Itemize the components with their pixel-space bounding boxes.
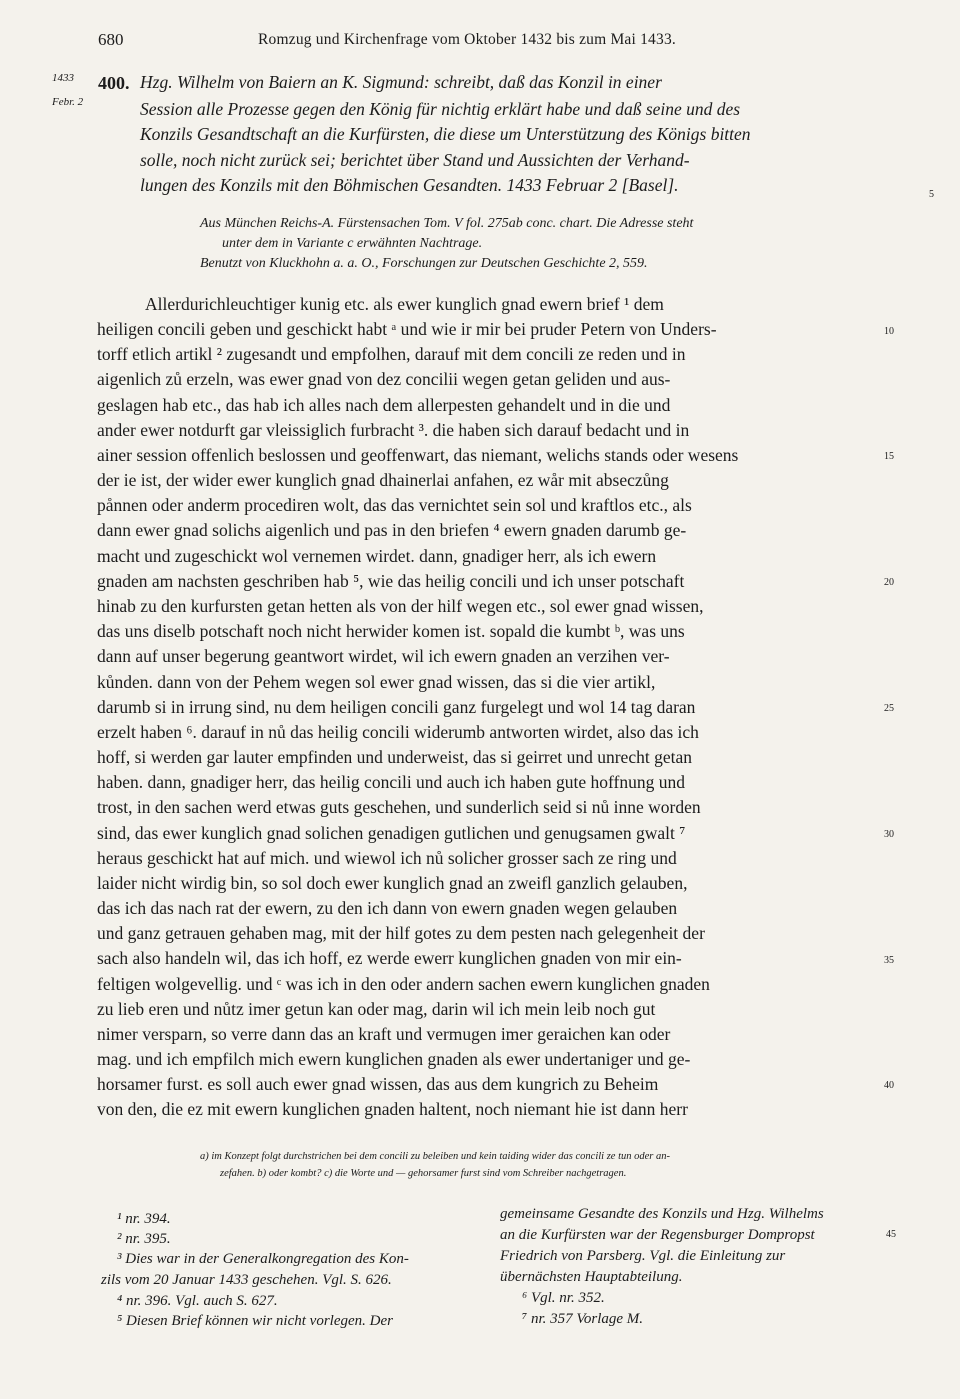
line-number: 45: [886, 1229, 896, 1240]
body-line: trost, in den sachen werd etwas guts geschehen, und sunderlich seid si nů inne worden: [97, 797, 701, 817]
footnote: an die Kurfürsten war der Regensburger Dompropst: [500, 1227, 815, 1243]
summary-line: Konzils Gesandtschaft an die Kurfürsten, die diese um Unterstützung des Königs bitten: [140, 124, 751, 144]
footnote: ¹ nr. 394.: [117, 1211, 171, 1227]
body-line: der ie ist, der wider ewer kunglich gnad dhainerlai anfahen, ez wår mit abseczůng: [97, 470, 669, 490]
line-number: 40: [884, 1080, 894, 1091]
summary-line: Hzg. Wilhelm von Baiern an K. Sigmund: schreibt, daß das Konzil in einer: [140, 72, 662, 92]
page-number: 680: [98, 30, 124, 49]
footnote: ⁴ nr. 396. Vgl. auch S. 627.: [117, 1293, 278, 1309]
body-line: dann ewer gnad solichs aigenlich und pas in den briefen ⁴ ewern gnaden darumb ge-: [97, 520, 687, 540]
body-line: erzelt haben ⁶. darauf in nů das heilig concili widerumb antworten wirdet, also das ich: [97, 722, 699, 742]
margin-date-year: 1433: [52, 72, 74, 84]
footnote: Friedrich von Parsberg. Vgl. die Einleitung zur: [500, 1248, 786, 1264]
body-line: und ganz getrauen gehaben mag, mit der hilf gotes zu dem pesten nach gelegenheit der: [97, 923, 705, 943]
body-line: haben. dann, gnadiger herr, das heilig concili und auch ich haben gute hoffnung und: [97, 772, 685, 792]
document-number: 400.: [98, 73, 130, 93]
line-number: 10: [884, 326, 894, 337]
body-line: mag. und ich empfilch mich ewern kunglichen gnaden als ewer undertaniger und ge-: [97, 1049, 691, 1069]
footnote: ² nr. 395.: [117, 1231, 171, 1247]
margin-date-day: Febr. 2: [52, 96, 84, 108]
variant-note: a) im Konzept folgt durchstrichen bei dem concili zu beleiben und kein taiding wider das concili ze tun oder an-: [200, 1151, 670, 1162]
line-number: 15: [884, 451, 894, 462]
source-line: unter dem in Variante c erwähnten Nachtrage.: [222, 236, 483, 251]
body-line: gnaden am nachsten geschriben hab ⁵, wie das heilig concili und ich unser potschaft: [97, 571, 685, 591]
body-line: zu lieb eren und nůtz imer getun kan oder mag, darin wil ich mein leib noch gut: [97, 999, 656, 1019]
footnote: zils vom 20 Januar 1433 geschehen. Vgl. S. 626.: [101, 1272, 392, 1288]
body-line: aigenlich zů erzeln, was ewer gnad von dez concilii wegen getan geliden und aus-: [97, 369, 671, 389]
summary-line: Session alle Prozesse gegen den König für nichtig erklärt habe und daß seine und des: [140, 99, 741, 119]
body-line: heiligen concili geben und geschickt habt ᵃ und wie ir mir bei pruder Petern von Unders-: [97, 319, 717, 339]
line-number: 5: [929, 189, 934, 200]
body-line: das ich das nach rat der ewern, zu den ich dann von ewern gnaden wegen gelauben: [97, 898, 678, 918]
body-line: macht und zugeschickt wol vernemen wirdet. dann, gnadiger herr, als ich ewern: [97, 546, 657, 566]
body-line: Allerdurichleuchtiger kunig etc. als ewer kunglich gnad ewern brief ¹ dem: [145, 294, 664, 314]
body-line: ainer session offenlich beslossen und geoffenwart, das niemant, welichs stands oder wesens: [97, 445, 739, 465]
footnote: übernächsten Hauptabteilung.: [500, 1269, 683, 1285]
footnote: gemeinsame Gesandte des Konzils und Hzg. Wilhelms: [500, 1206, 824, 1222]
body-line: torff etlich artikl ² zugesandt und empfolhen, darauf mit dem concili ze reden und in: [97, 344, 686, 364]
body-line: sind, das ewer kunglich gnad solichen genadigen gutlichen und genugsamen gwalt ⁷: [97, 823, 686, 843]
body-line: von den, die ez mit ewern kunglichen gnaden haltent, noch niemant hie ist dann herr: [97, 1099, 688, 1119]
summary-line: solle, noch nicht zurück sei; berichtet über Stand und Aussichten der Verhand-: [140, 150, 690, 170]
variant-note: zefahen. b) oder kombt? c) die Worte und — gehorsamer furst sind vom Schreiber nachgetragen.: [220, 1168, 627, 1179]
body-line: hoff, si werden gar lauter empfinden und underweist, das si geirret und unrecht getan: [97, 747, 692, 767]
body-line: kůnden. dann von der Pehem wegen sol ewer gnad wissen, das si die vier artikl,: [97, 672, 656, 692]
body-line: heraus geschickt hat auf mich. und wiewol ich nů solicher grosser sach ze ring und: [97, 848, 677, 868]
line-number: 30: [884, 829, 894, 840]
body-line: das uns diselb potschaft noch nicht herwider komen ist. sopald die kumbt ᵇ, was uns: [97, 621, 685, 641]
body-line: ander ewer notdurft gar vleissiglich furbracht ³. die haben sich darauf bedacht und in: [97, 420, 690, 440]
body-line: darumb si in irrung sind, nu dem heiligen concili ganz furgelegt und wol 14 tag daran: [97, 697, 696, 717]
source-line: Benutzt von Kluckhohn a. a. O., Forschungen zur Deutschen Geschichte 2, 559.: [200, 256, 648, 271]
body-line: nimer versparn, so verre dann das an kraft und vermugen imer geraichen kan oder: [97, 1024, 671, 1044]
footnote: ⁶ Vgl. nr. 352.: [522, 1290, 605, 1306]
source-line: Aus München Reichs-A. Fürstensachen Tom. V fol. 275ab conc. chart. Die Adresse steht: [200, 216, 694, 231]
body-line: sach also handeln wil, das ich hoff, ez werde ewerr kunglichen gnaden von mir ein-: [97, 948, 682, 968]
line-number: 25: [884, 703, 894, 714]
body-line: dann auf unser begerung geantwort wirdet, wil ich ewern gnaden an verzihen ver-: [97, 646, 670, 666]
body-line: laider nicht wirdig bin, so sol doch ewer kunglich gnad an zweifl ganzlich gelauben,: [97, 873, 688, 893]
body-line: geslagen hab etc., das hab ich alles nach dem allerpesten gehandelt und in die und: [97, 395, 671, 415]
footnote: ³ Dies war in der Generalkongregation des Kon-: [117, 1251, 409, 1267]
footnote: ⁵ Diesen Brief können wir nicht vorlegen. Der: [117, 1313, 393, 1329]
body-line: hinab zu den kurfursten getan hetten als von der hilf wegen etc., sol ewer gnad wissen,: [97, 596, 704, 616]
footnote: ⁷ nr. 357 Vorlage M.: [522, 1311, 644, 1327]
body-line: pånnen oder anderm procediren wolt, das das vernichtet sein sol und kraftlos etc., als: [97, 495, 692, 515]
body-line: horsamer furst. es soll auch ewer gnad wissen, das aus dem kungrich zu Beheim: [97, 1074, 659, 1094]
line-number: 20: [884, 577, 894, 588]
line-number: 35: [884, 955, 894, 966]
summary-line: lungen des Konzils mit den Böhmischen Gesandten. 1433 Februar 2 [Basel].: [140, 175, 679, 195]
body-line: feltigen wolgevellig. und ᶜ was ich in den oder andern sachen ewern kunglichen gnaden: [97, 974, 710, 994]
running-title: Romzug und Kirchenfrage vom Oktober 1432 bis zum Mai 1433.: [258, 31, 676, 48]
